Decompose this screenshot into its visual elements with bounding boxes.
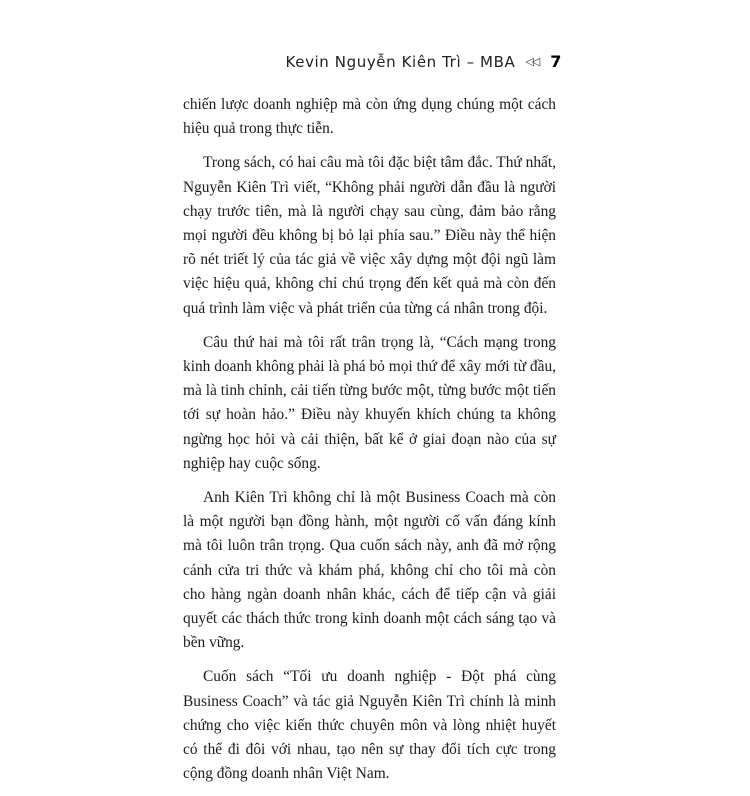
page-number: 7 xyxy=(550,52,562,71)
double-left-triangle-icon: ◁◁ xyxy=(525,55,539,68)
paragraph-3: Câu thứ hai mà tôi rất trân trọng là, “Cách mạng trong kinh doanh không phải là phá bỏ mọi thứ để xây mới từ đầu, mà là tinh chỉnh, cải tiến từng bước một, từng bước một tiến tới sự hoàn hảo.” Điều này khuyến khích chúng ta không ngừng học hỏi và cải thiện, bất kể ở giai đoạn nào của sự nghiệp hay cuộc sống. xyxy=(183,333,556,472)
paragraph-1: chiến lược doanh nghiệp mà còn ứng dụng chúng một cách hiệu quả trong thực tiễn. xyxy=(183,96,556,138)
body-text xyxy=(183,93,556,796)
paragraph-2: Trong sách, có hai câu mà tôi đặc biệt tâm đắc. Thứ nhất, Nguyễn Kiên Trì viết, “Không phải người dẫn đầu là người chạy trước tiên, mà là người chạy sau cùng, đảm bảo rằng mọi người đều không bị bỏ lại phía sau.” Điều này thể hiện rõ nét triết lý của tác giả về việc xây dựng một đội ngũ làm việc hiệu quả, không chỉ chú trọng đến kết quả mà còn đến quá trình làm việc và phát triển của từng cá nhân trong đội. xyxy=(183,154,556,317)
header-author: Kevin Nguyễn Kiên Trì – MBA xyxy=(285,52,516,71)
paragraph-5: Cuốn sách “Tối ưu doanh nghiệp - Đột phá cùng Business Coach” và tác giả Nguyễn Kiên Trì chính là minh chứng cho việc kiến thức chuyên môn và lòng nhiệt huyết có thể đi đôi với nhau, tạo nên sự thay đổi tích cực trong cộng đồng doanh nhân Việt Nam. xyxy=(183,668,556,783)
paragraph-4: Anh Kiên Trì không chỉ là một Business Coach mà còn là một người bạn đồng hành, một người cố vấn đáng kính mà tôi luôn trân trọng. Qua cuốn sách này, anh đã mở rộng cánh cửa tri thức và khám phá, không chỉ cho tôi mà còn cho hàng ngàn doanh nhân khác, cách để tiếp cận và giải quyết các thách thức trong kinh doanh một cách sáng tạo và bền vững. xyxy=(183,489,556,652)
running-header xyxy=(286,52,562,71)
